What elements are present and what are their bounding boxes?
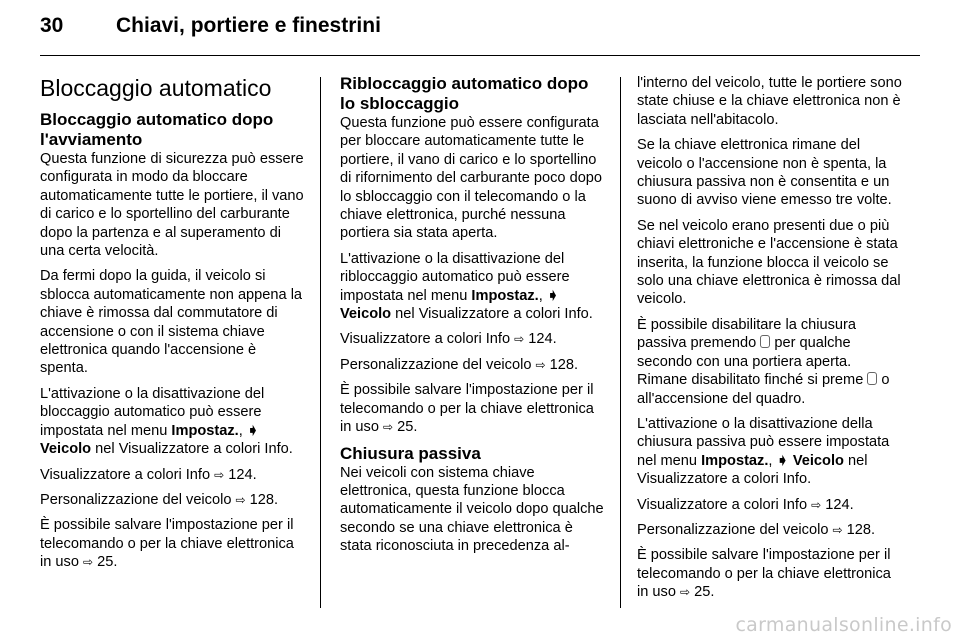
reference-arrow-icon: ⇨: [832, 522, 843, 537]
chapter-title: Chiavi, portiere e finestrini: [116, 14, 381, 37]
menu-item: Veicolo: [792, 452, 844, 469]
reference-arrow-icon: ⇨: [811, 497, 822, 512]
arrow-icon: ➧: [546, 287, 560, 304]
column-divider: [320, 77, 321, 608]
page-header: [40, 14, 920, 50]
paragraph: Se nel veicolo erano presenti due o più chiavi elettroniche e l'accensione è stata inserita, la funzione blocca il veicolo se solo una chiave elettronica è rimossa dal veicolo.: [637, 217, 901, 308]
section-title: Bloccaggio automatico: [40, 75, 272, 101]
paragraph: Nei veicoli con sistema chiave elettronica, questa funzione blocca automaticamente il veicolo dopo qualche secondo se una chiave elettronica è stata riconosciuta in precedenza al-: [340, 464, 604, 555]
paragraph: L'attivazione o la disattivazione del ribloccaggio automatico può essere impostata nel menu Impostaz., ➧ Veicolo nel Visualizzatore a colori Info.: [340, 250, 593, 323]
header-rule: [40, 55, 920, 56]
paragraph: È possibile salvare l'impostazione per il telecomando o per la chiave elettronica in uso ⇨ 25.: [340, 382, 594, 436]
arrow-icon: ➧: [246, 422, 260, 439]
paragraph: L'attivazione o la disattivazione della chiusura passiva può essere impostata nel menu Impostaz., ➧ Veicolo nel Visualizzatore a colori Info.: [637, 415, 890, 488]
subsection-title: Ribloccaggio automatico dopo lo sbloccaggio: [340, 74, 589, 113]
column-divider: [620, 77, 621, 608]
cross-reference[interactable]: Visualizzatore a colori Info ⇨ 124.: [637, 496, 854, 513]
paragraph: Questa funzione può essere configurata per bloccare automaticamente tutte le portiere, il vano di carico e lo sportellino di rifornimento del carburante poco dopo lo sbloccaggio con il telecomando o la chiave elettronica, purché nessuna portiera sia stata aperta.: [340, 115, 603, 242]
menu-item: Impostaz.: [701, 452, 769, 469]
subsection-title: Bloccaggio automatico dopo l'avviamento: [40, 110, 274, 149]
paragraph: È possibile disabilitare la chiusura passiva premendo per qualche secondo con una portiera aperta. Rimane disabilitato finché si preme o all'accensione del quadro.: [637, 316, 890, 407]
reference-arrow-icon: ⇨: [383, 420, 394, 435]
page-number: 30: [40, 14, 64, 37]
reference-arrow-icon: ⇨: [514, 332, 525, 347]
cross-reference[interactable]: Visualizzatore a colori Info ⇨ 124.: [340, 331, 557, 348]
lock-button-icon: [760, 335, 770, 348]
paragraph: È possibile salvare l'impostazione per il telecomando o per la chiave elettronica in uso ⇨ 25.: [637, 547, 891, 601]
column-1: [40, 74, 308, 579]
reference-arrow-icon: ⇨: [235, 492, 246, 507]
paragraph: Da fermi dopo la guida, il veicolo si sblocca automaticamente non appena la chiave è rimossa dal commutatore di accensione o con il sistema chiave elettronica quando l'accensione è spenta.: [40, 268, 303, 377]
arrow-icon: ➧: [776, 452, 789, 469]
cross-reference[interactable]: Personalizzazione del veicolo ⇨ 128.: [637, 521, 876, 538]
column-2: [340, 74, 608, 563]
cross-reference[interactable]: Personalizzazione del veicolo ⇨ 128.: [340, 356, 579, 373]
reference-arrow-icon: ⇨: [535, 357, 546, 372]
reference-arrow-icon: ⇨: [214, 467, 225, 482]
reference-arrow-icon: ⇨: [680, 585, 691, 600]
cross-reference[interactable]: Visualizzatore a colori Info ⇨ 124.: [40, 466, 257, 483]
paragraph: È possibile salvare l'impostazione per il telecomando o per la chiave elettronica in uso ⇨ 25.: [40, 517, 294, 571]
column-3: [637, 74, 905, 609]
paragraph: l'interno del veicolo, tutte le portiere sono state chiuse e la chiave elettronica non è lasciata nell'abitacolo.: [637, 75, 902, 128]
menu-item: Impostaz.: [171, 422, 239, 439]
reference-arrow-icon: ⇨: [83, 555, 94, 570]
menu-item: Impostaz.: [471, 287, 539, 304]
paragraph: Questa funzione di sicurezza può essere configurata in modo da bloccare automaticamente tutte le portiere, il vano di carico e lo sportellino del carburante dopo la partenza e al superamento di una certa velocità.: [40, 151, 304, 260]
paragraph: Se la chiave elettronica rimane del veicolo o l'accensione non è spenta, la chiusura passiva non è consentita e un suono di avviso viene emesso tre volte.: [637, 137, 892, 209]
watermark: carmanualsonline.info: [735, 614, 952, 636]
cross-reference[interactable]: Personalizzazione del veicolo ⇨ 128.: [40, 491, 279, 508]
lock-button-icon: [867, 372, 877, 385]
menu-item: Veicolo: [340, 306, 392, 323]
subsection-title: Chiusura passiva: [340, 443, 481, 463]
menu-item: Veicolo: [40, 441, 92, 458]
paragraph: L'attivazione o la disattivazione del bloccaggio automatico può essere impostata nel menu Impostaz., ➧ Veicolo nel Visualizzatore a colori Info.: [40, 385, 293, 458]
